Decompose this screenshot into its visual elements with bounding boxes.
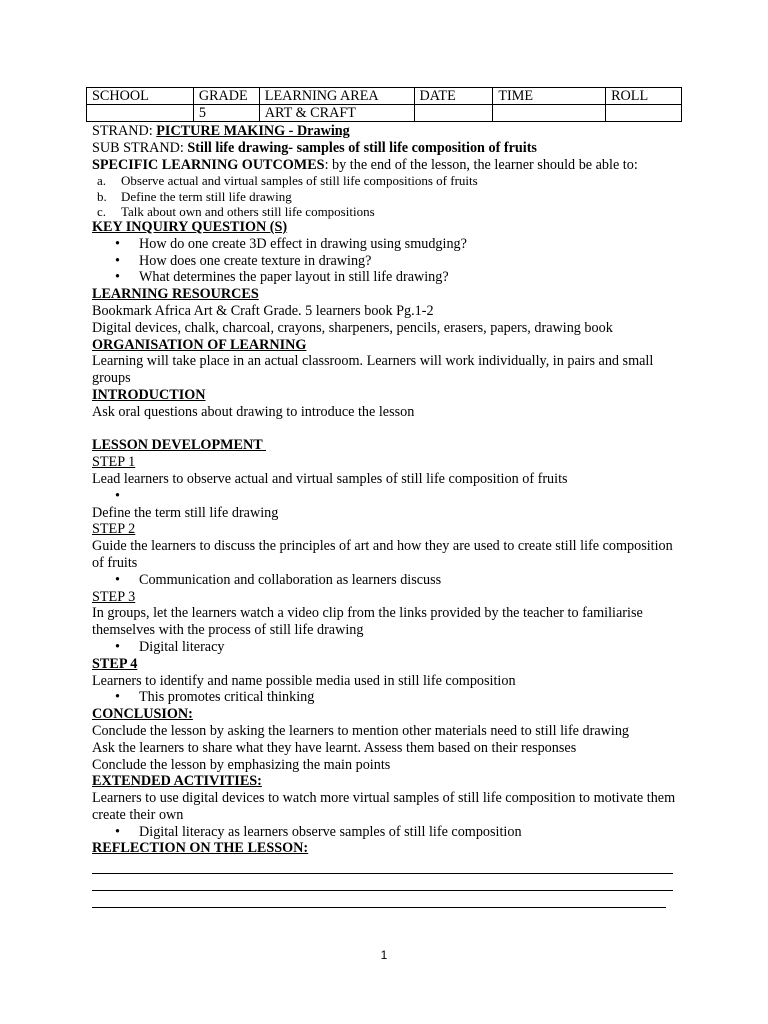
bullet-icon: • [115, 638, 120, 655]
outcome-text: Talk about own and others still life compositions [121, 203, 375, 219]
kiq-text: How do one create 3D effect in drawing using smudging? [139, 235, 467, 252]
conclusion-line: Ask the learners to share what they have learnt. Assess them based on their responses [92, 739, 577, 756]
step1-heading: STEP 1 [92, 454, 136, 471]
kiq-item [92, 253, 682, 270]
extended-activities-text: Learners to use digital devices to watch more virtual samples of still life composition to motivate them create their own [92, 790, 676, 823]
step2-bullet [92, 572, 682, 589]
substrand-value: Still life drawing- samples of still life composition of fruits [187, 139, 537, 156]
strand-label: STRAND: [92, 123, 157, 139]
reflection-line[interactable] [92, 874, 673, 891]
value-cell: 5 [193, 105, 259, 122]
bullet-text: This promotes critical thinking [139, 689, 315, 706]
header-cell: SCHOOL [87, 88, 194, 105]
kiq-item [92, 269, 682, 286]
outcome-item [92, 204, 682, 219]
outcome-text: Observe actual and virtual samples of still life compositions of fruits [121, 173, 478, 189]
page-number: 1 [380, 948, 388, 962]
extended-bullet [92, 824, 682, 841]
bullet-icon: • [115, 269, 120, 286]
step3-heading: STEP 3 [92, 588, 136, 605]
header-row-labels [87, 88, 682, 105]
outcome-item [92, 189, 682, 204]
strand-value: PICTURE MAKING - Drawing [156, 123, 350, 139]
substrand-label: SUB STRAND: [92, 139, 188, 156]
step3-bullet [92, 639, 682, 656]
lesson-development-heading: LESSON DEVELOPMENT [92, 437, 266, 454]
step4-text: Learners to identify and name possible media used in still life composition [92, 672, 516, 689]
lesson-plan-body [92, 123, 682, 908]
header-row-values [87, 105, 682, 122]
reflection-line[interactable] [92, 857, 673, 874]
empty-bullet [92, 488, 682, 505]
introduction-heading: INTRODUCTION [92, 386, 206, 403]
slo-label: SPECIFIC LEARNING OUTCOMES [92, 156, 325, 173]
conclusion-line: Conclude the lesson by emphasizing the main points [92, 756, 391, 773]
bullet-text: Digital literacy as learners observe samples of still life composition [139, 823, 522, 840]
kiq-text: What determines the paper layout in still life drawing? [139, 269, 449, 286]
slo-text: : by the end of the lesson, the learner should be able to: [324, 156, 638, 173]
step1-text-2: Define the term still life drawing [92, 504, 279, 521]
conclusion-heading: CONCLUSION: [92, 706, 193, 723]
organisation-text: Learning will take place in an actual classroom. Learners will work individually, in pairs and small groups [92, 353, 654, 387]
resources-line: Bookmark Africa Art & Craft Grade. 5 learners book Pg.1-2 [92, 302, 434, 319]
step2-text: Guide the learners to discuss the principles of art and how they are used to create still life composition of fruits [92, 538, 673, 571]
reflection-line[interactable] [92, 891, 666, 908]
organisation-heading: ORGANISATION OF LEARNING [92, 336, 307, 353]
header-cell: TIME [493, 88, 606, 105]
slo-line [92, 157, 682, 174]
outcome-item [92, 173, 682, 188]
value-cell [493, 105, 606, 122]
outcome-text: Define the term still life drawing [121, 188, 292, 204]
header-cell: DATE [414, 88, 493, 105]
value-cell [87, 105, 194, 122]
introduction-text: Ask oral questions about drawing to introduce the lesson [92, 403, 415, 420]
value-cell: ART & CRAFT [259, 105, 414, 122]
header-cell: GRADE [193, 88, 259, 105]
extended-activities-heading: EXTENDED ACTIVITIES: [92, 773, 262, 790]
outcome-marker: b. [97, 188, 107, 204]
value-cell [606, 105, 682, 122]
resources-line: Digital devices, chalk, charcoal, crayons, sharpeners, pencils, erasers, papers, drawing book [92, 319, 613, 336]
step1-text: Lead learners to observe actual and virtual samples of still life composition of fruits [92, 470, 568, 487]
step4-heading: STEP 4 [92, 655, 138, 672]
kiq-heading: KEY INQUIRY QUESTION (S) [92, 219, 288, 235]
bullet-text: Communication and collaboration as learners discuss [139, 571, 442, 588]
value-cell [414, 105, 493, 122]
step3-text: In groups, let the learners watch a video clip from the links provided by the teacher to familiarise themselves with the process of still life drawing [92, 605, 643, 639]
header-table [86, 87, 682, 122]
header-cell: ROLL [606, 88, 682, 105]
kiq-text: How does one create texture in drawing? [139, 252, 372, 269]
resources-heading: LEARNING RESOURCES [92, 286, 259, 303]
step4-bullet [92, 689, 682, 706]
kiq-item [92, 236, 682, 253]
bullet-icon: • [115, 689, 120, 706]
strand-line [92, 123, 682, 140]
bullet-text: Digital literacy [139, 638, 225, 655]
reflection-heading: REFLECTION ON THE LESSON: [92, 840, 309, 857]
bullet-icon: • [115, 487, 120, 504]
substrand-line [92, 140, 682, 157]
conclusion-line: Conclude the lesson by asking the learners to mention other materials need to still life drawing [92, 722, 630, 739]
spacer [92, 421, 682, 438]
bullet-icon: • [115, 252, 120, 269]
bullet-icon: • [115, 235, 120, 252]
bullet-icon: • [115, 571, 120, 588]
bullet-icon: • [115, 823, 120, 840]
header-cell: LEARNING AREA [259, 88, 414, 105]
outcome-marker: a. [97, 173, 107, 189]
outcome-marker: c. [97, 203, 107, 219]
step2-heading: STEP 2 [92, 521, 136, 538]
